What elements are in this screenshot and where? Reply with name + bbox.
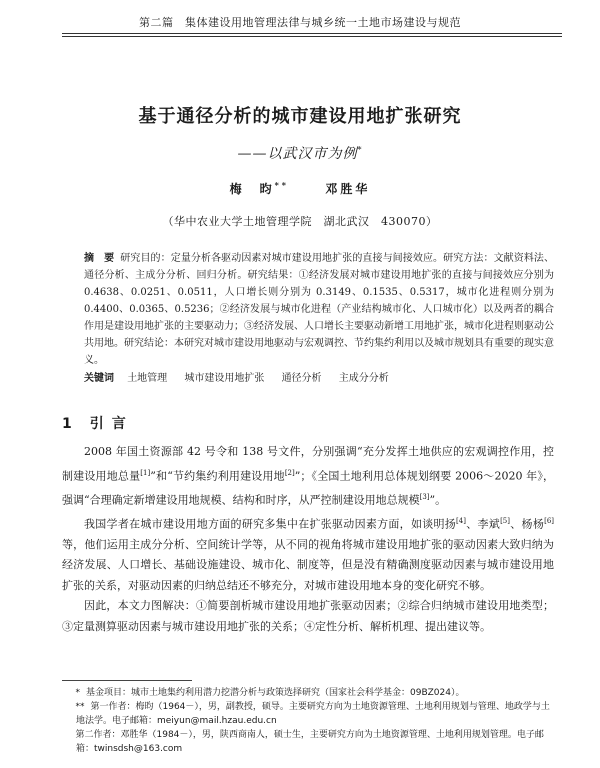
keyword: 主成分分析 [338,373,389,384]
abstract [84,250,554,369]
footnote [62,728,554,756]
header-rule [62,36,562,37]
header-rule [62,33,562,34]
citation-ref: [2] [284,468,295,477]
citation-ref: [5] [500,516,510,525]
footnote [62,686,554,700]
footnote-mark: ** [75,702,85,712]
subtitle-text: ——以武汉市为例 [237,146,358,162]
section-title: 引言 [89,416,134,432]
affiliation: （华中农业大学土地管理学院 湖北武汉 430070） [162,215,438,228]
paragraph-text: 等，他们运用主成分分析、空间统计学等，从不同的视角将城市建设用地扩张的驱动因素大致归纳为经济发展、人口增长、基础设施建设、城市化、制度等，但是没有精确测度驱动因素与城市建设用地扩张的关系，对驱动因素的归纳总结还不够充分，对城市建设用地本身的变化研究不够。 [62,537,554,592]
body-paragraph [62,442,554,511]
footnote-mark: * [75,688,80,698]
footnote-text: 第一作者：梅昀（1964－），男，副教授，硕导。主要研究方向为土地资源管理、土地利用规划与管理、地政学与土地法学。电子邮箱：meiyun@mail.hzau.edu.cn [76,702,550,726]
author-name: 梅 昀 [229,182,275,196]
footnote [62,700,554,728]
paper-subtitle [0,143,600,163]
abstract-label: 摘 要 [84,253,115,264]
citation-ref: [1] [140,468,151,477]
footnotes [62,686,554,756]
paragraph-text: 我国学者在城市建设用地方面的研究多集中在扩张驱动因素方面，如谈明扬 [84,517,457,531]
keyword: 通径分析 [281,373,322,384]
paragraph-text: 因此，本文力图解决：①简要剖析城市建设用地扩张驱动因素；②综合归纳城市建设用地类型；③定量测算驱动因素与城市建设用地扩张的关系；④定性分析、解析机理、提出建议等。 [62,599,554,633]
paragraph-text: 2008 年国土资源部 42 号令和 138 号文件，分别强调“充分发挥土地供应的宏观调控作用，控制建设用地总量 [62,445,554,483]
section-number: 1 [62,416,72,432]
paragraph-text: ”；《全国土地利用总体规划纲要 2006～2020 年》，强调“合理确定新增建设用地规模、结构和时序，从严控制建设用地总规模 [62,469,555,507]
paragraph-text: 、杨杨 [510,517,545,531]
footnote-text: 基金项目：城市土地集约利用潜力挖潜分析与政策选择研究（国家社会科学基金：09BZ024）。 [86,688,465,698]
abstract-text: 研究目的：定量分析各驱动因素对城市建设用地扩张的直接与间接效应。研究方法：文献资料法、通径分析、主成分分析、回归分析。研究结果：①经济发展对城市建设用地扩张的直接与间接效应分别为 0.4638、0.0251、0.0511，人口增长则分别为 0.3149、0.1535、0.5317，城市化进程则分别为 0.4400、0.0365、0.5236；②经济发展与城市化进程（产业结构城市化、人口城市化）以及两者的耦合作用是建设用地扩张的主要驱动力；③经济发展、人口增长主要驱动新增工用地扩张，城市化进程则驱动公共用地。研究结论：本研究对城市建设用地驱动与宏观调控、节约集约利用以及城市规划具有重要的现实意义。 [84,253,555,366]
author-footnote-mark: ** [274,180,289,190]
paper-title: 基于通径分析的城市建设用地扩张研究 [138,106,462,127]
author-name: 邓胜华 [325,182,371,196]
footnote-rule [62,680,192,681]
citation-ref: [6] [544,516,555,525]
keyword: 城市建设用地扩张 [184,373,265,384]
keywords-label: 关键词 [84,373,114,384]
body-text [62,442,554,637]
keywords [84,370,554,387]
paragraph-text: 、李斌 [465,517,501,531]
running-header: 第二篇 集体建设用地管理法律与城乡统一土地市场建设与规范 [139,16,461,29]
citation-ref: [4] [456,516,466,525]
subtitle-footnote-mark: * [357,145,363,155]
footnote-text: 第二作者：邓胜华（1984－），男，陕西商南人，硕士生，主要研究方向为土地资源管理、土地利用规划管理。电子邮箱：twinsdsh@163.com [75,730,544,754]
author-line [0,180,600,197]
body-paragraph [62,596,554,637]
paragraph-text: ”和“节约集约利用建设用地 [150,469,285,483]
citation-ref: [3] [419,492,430,501]
paragraph-text: ”。 [429,493,447,507]
section-heading [62,413,134,433]
body-paragraph [62,511,554,597]
keyword: 土地管理 [127,373,168,384]
